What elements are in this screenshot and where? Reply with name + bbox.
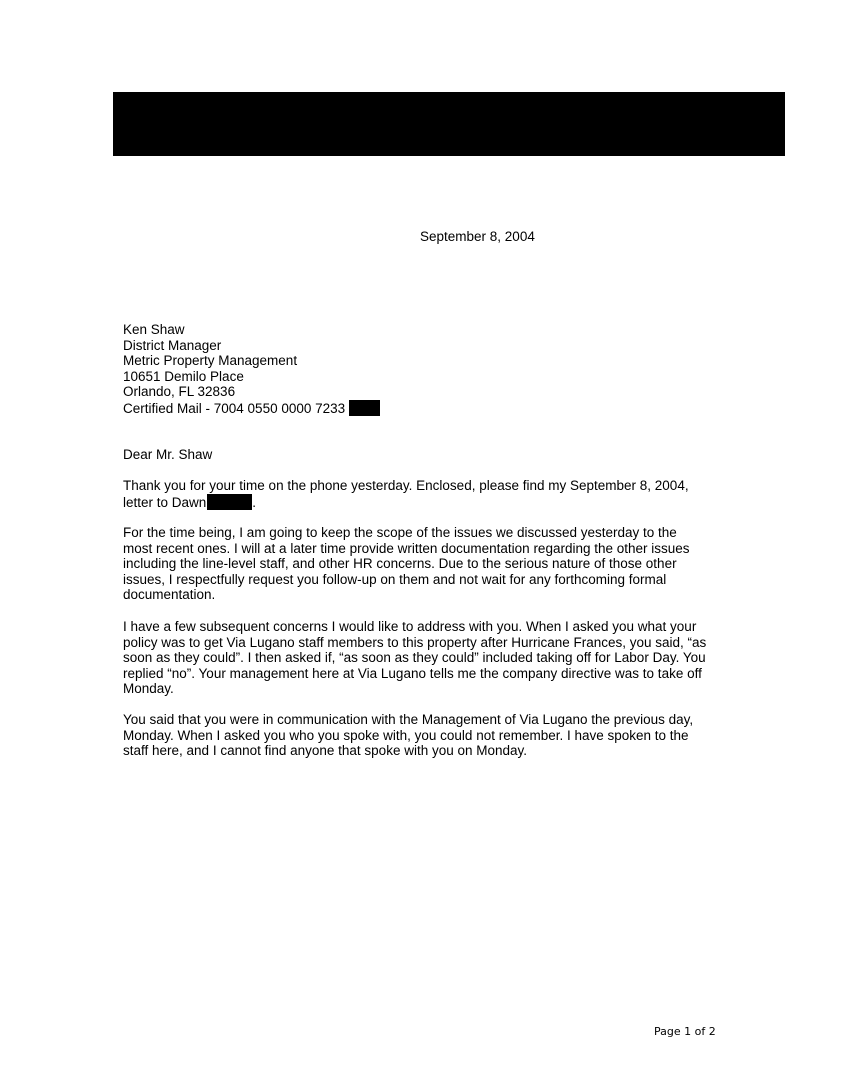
paragraph-line: replied “no”. Your management here at Via Lugano tells me the company directive was to take off [123,665,702,681]
paragraph-line: You said that you were in communication with the Management of Via Lugano the previous day, [123,712,694,727]
recipient-title: District Manager [123,337,222,353]
redaction-box [349,400,380,416]
paragraph-line: Monday. When I asked you who you spoke with, you could not remember. I have spoken to the [123,727,689,743]
recipient-address-block [123,322,380,417]
paragraph-line: Thank you for your time on the phone yesterday. Enclosed, please find my September 8, 2004, [123,478,689,493]
page-number: Page 1 of 2 [654,1025,716,1038]
paragraph-line: soon as they could”. I then asked if, “as soon as they could” included taking off for Labor Day. You [123,650,706,666]
paragraph-3 [123,619,723,697]
paragraph-line: I have a few subsequent concerns I would like to address with you. When I asked you what your [123,619,697,634]
paragraph-line [123,494,723,511]
salutation: Dear Mr. Shaw [123,447,213,462]
paragraph-line: Monday. [123,681,174,697]
paragraph-line: issues, I respectfully request you follow-up on them and not wait for any forthcoming formal [123,571,667,587]
certified-mail-line [123,400,380,417]
recipient-name: Ken Shaw [123,322,185,337]
certified-mail-number: Certified Mail - 7004 0550 0000 7233 [123,400,346,416]
paragraph-line: most recent ones. I will at a later time provide written documentation regarding the other issues [123,540,690,556]
period-text: . [252,494,257,510]
paragraph-line: staff here, and I cannot find anyone that spoke with you on Monday. [123,743,528,759]
paragraph-line: documentation. [123,587,216,603]
letter-date: September 8, 2004 [420,229,535,244]
paragraph-line: including the line-level staff, and other HR concerns. Due to the serious nature of those other [123,556,677,572]
paragraph-1 [123,478,723,510]
letter-recipient-text: letter to Dawn [123,494,207,510]
paragraph-2 [123,525,723,603]
recipient-city-state-zip: Orlando, FL 32836 [123,384,236,400]
recipient-company: Metric Property Management [123,353,298,369]
redacted-letterhead [113,92,785,156]
paragraph-line: For the time being, I am going to keep the scope of the issues we discussed yesterday to the [123,525,677,540]
paragraph-4 [123,712,723,759]
recipient-street: 10651 Demilo Place [123,368,244,384]
redaction-box [207,494,252,510]
paragraph-line: policy was to get Via Lugano staff members to this property after Hurricane Frances, you said, “as [123,634,707,650]
